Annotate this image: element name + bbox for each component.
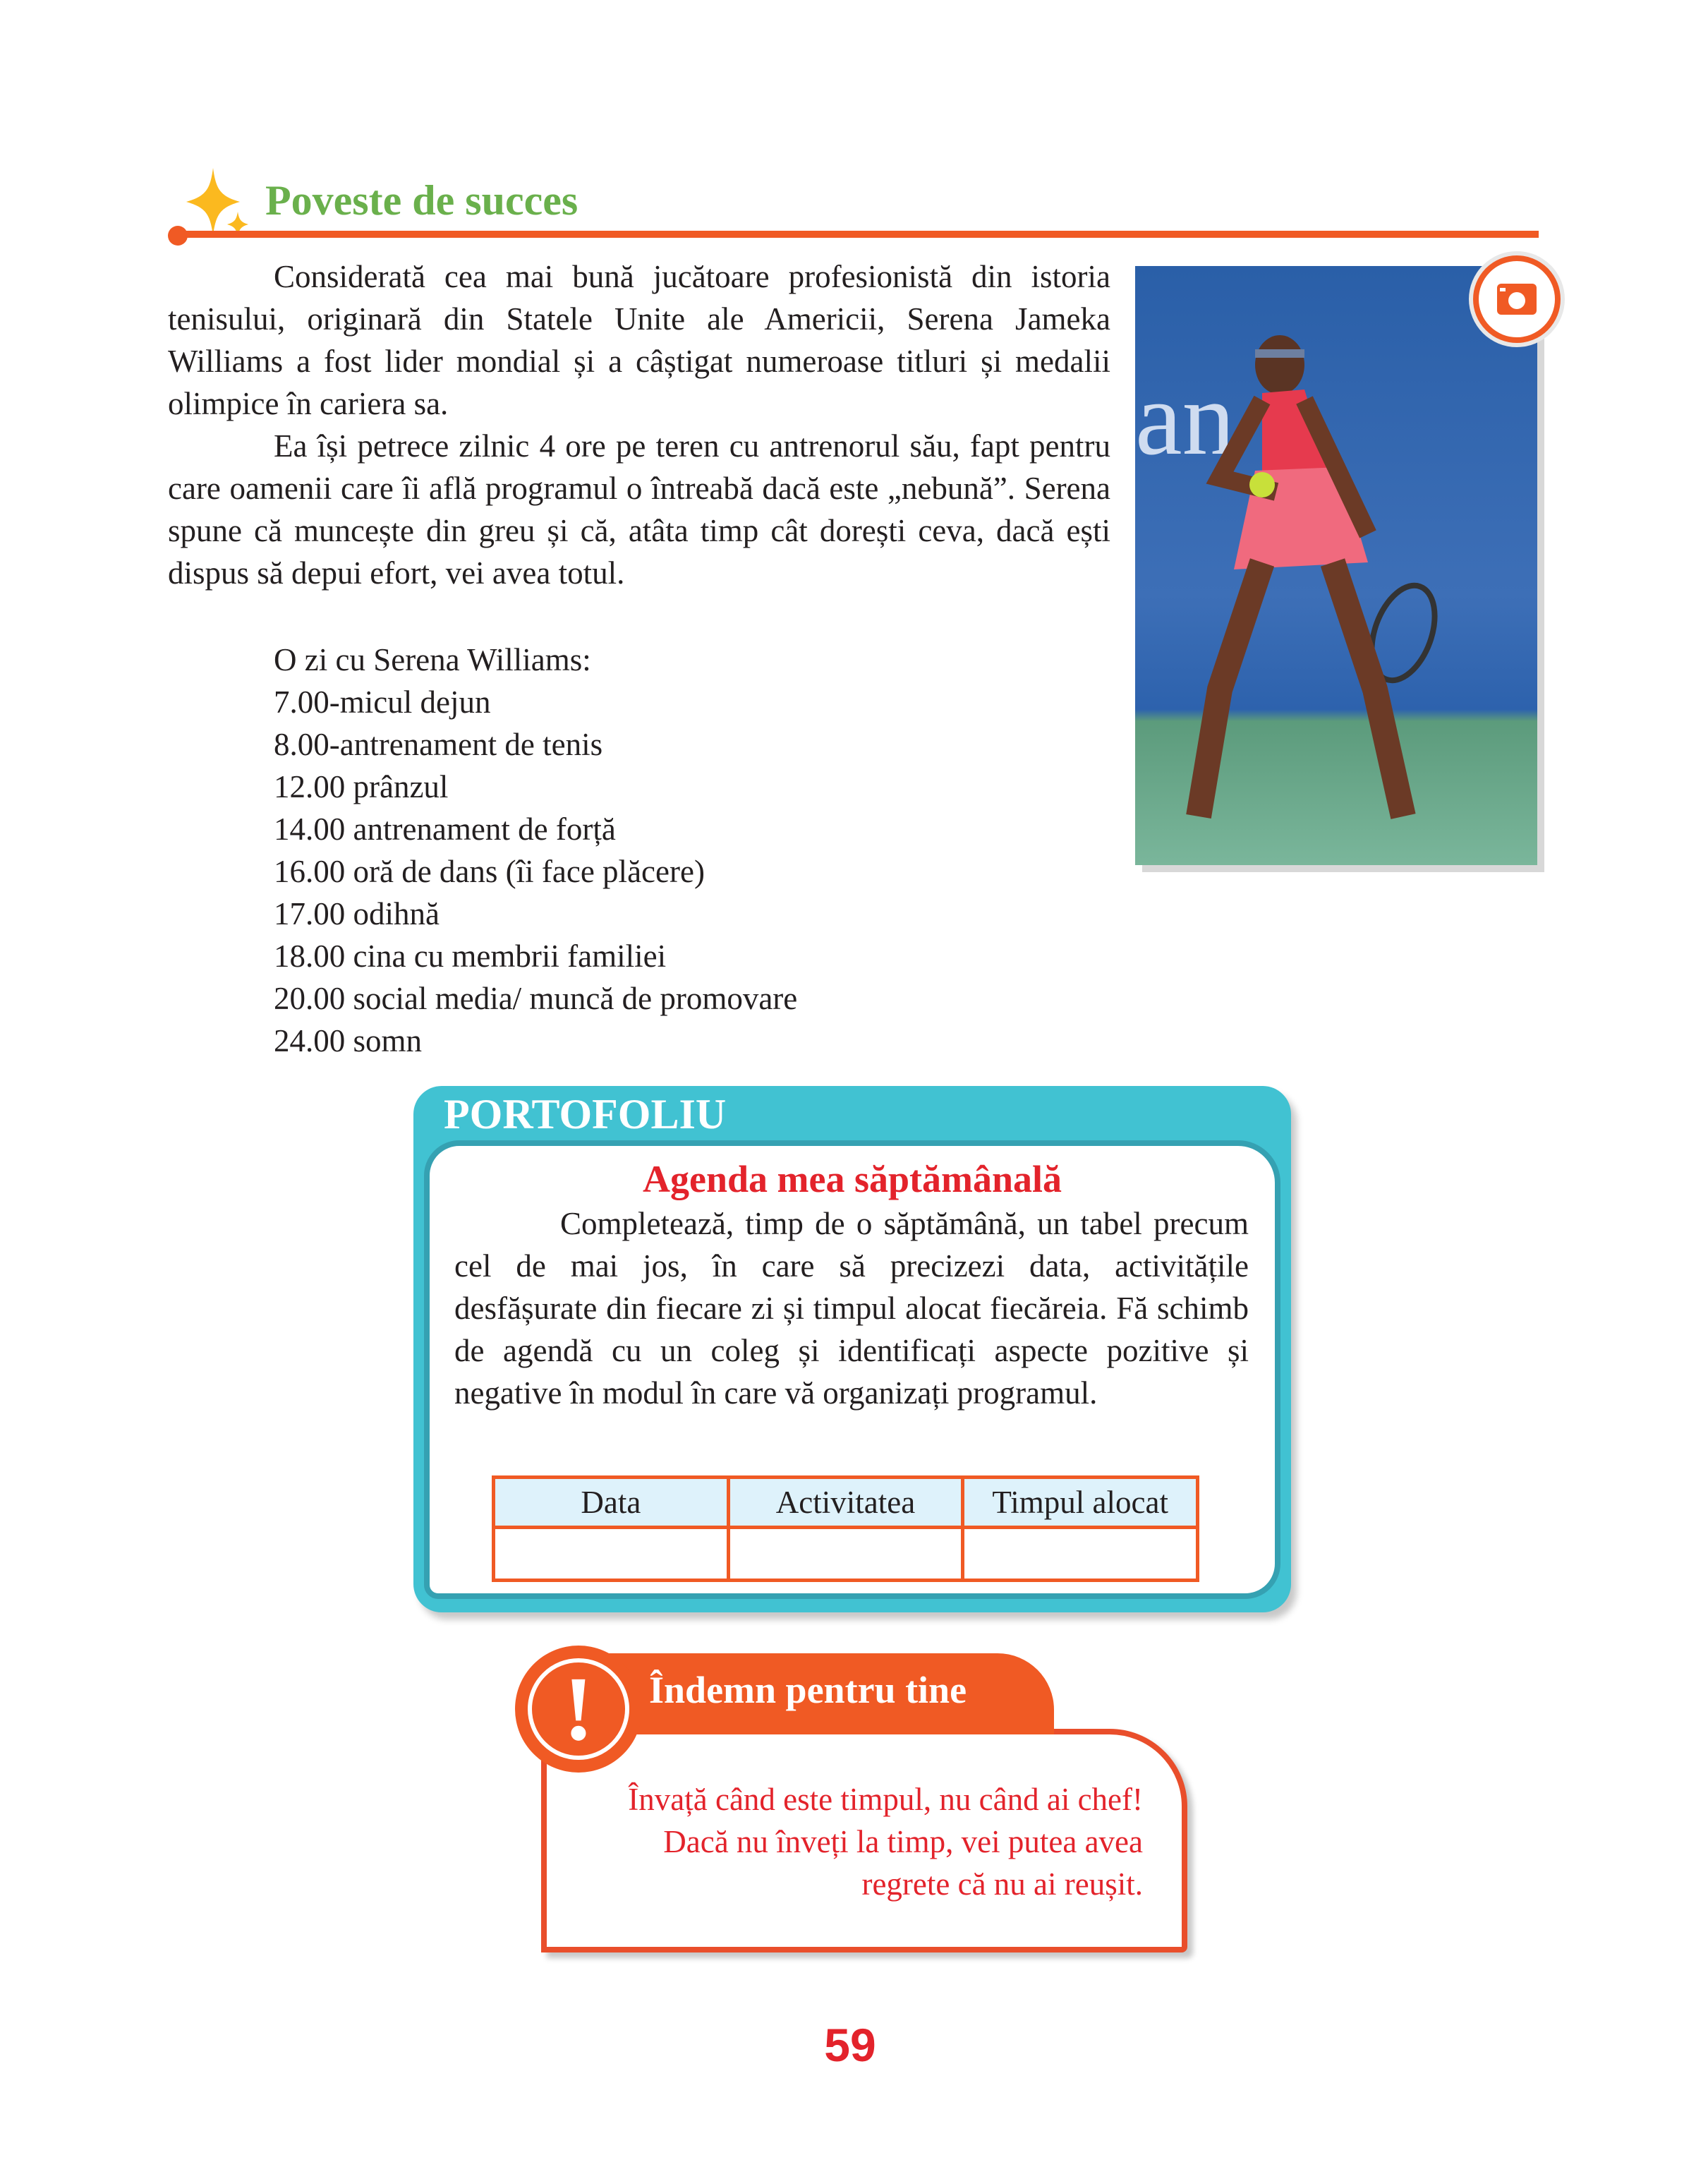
schedule-list (274, 639, 797, 1062)
page-number: 59 (824, 2019, 876, 2071)
table-row (494, 1528, 1198, 1581)
schedule-item: 20.00 social media/ muncă de promovare (274, 981, 798, 1016)
schedule-item: 8.00-antrenament de tenis (274, 727, 603, 762)
portfolio-heading: Agenda mea săptămânală (642, 1158, 1062, 1200)
schedule-item: 16.00 oră de dans (îi face plăcere) (274, 854, 705, 889)
banner-text: an (1135, 360, 1235, 477)
title-rule (179, 231, 1539, 238)
story-paragraph: Ea își petrece zilnic 4 ore pe teren cu antrenorul său, fapt pentru care oamenii care îi află programul o întreabă dacă este „nebună”. Serena spune că muncește din greu și că, atâta timp cât dorești ceva, dacă ești dispus să depui efort, vei avea totul. (168, 428, 1110, 591)
schedule-item: 12.00 prânzul (274, 769, 449, 804)
schedule-title: O zi cu Serena Williams: (274, 642, 591, 677)
table-cell (728, 1528, 963, 1581)
schedule-item: 14.00 antrenament de forță (274, 811, 616, 847)
table-cell (963, 1528, 1198, 1581)
schedule-item: 17.00 odihnă (274, 896, 440, 931)
story-text (168, 255, 1110, 594)
portfolio-paragraph: Completează, timp de o săptămână, un tabel precum cel de mai jos, în care să precizezi data, activitățile desfășurate din fiecare zi și timpul alocat fiecăreia. Fă schimb de agendă cu un coleg și identificați aspecte pozitive și negative în modul în care vă organizați programul. (454, 1206, 1249, 1411)
table-cell (494, 1528, 729, 1581)
table-header-row (494, 1478, 1198, 1528)
portfolio-label: PORTOFOLIU (444, 1091, 727, 1137)
schedule-item: 18.00 cina cu membrii familiei (274, 938, 667, 974)
sparkle-icon (185, 168, 255, 239)
tennis-player-photo (1135, 266, 1537, 865)
advice-title: Îndemn pentru tine (649, 1669, 967, 1711)
portfolio-text (454, 1202, 1249, 1414)
story-paragraph: Considerată cea mai bună jucătoare profesionistă din istoria tenisului, originară din Statele Unite ale Americii, Serena Jameka Williams a fost lider mondial și a câștigat numeroase titluri și medalii olimpice în cariera sa. (168, 259, 1110, 421)
schedule-item: 24.00 somn (274, 1023, 423, 1058)
camera-icon (1479, 261, 1555, 337)
header-data: Data (494, 1478, 729, 1528)
photo-badge (1473, 255, 1561, 343)
advice-text: Învață când este timpul, nu când ai chef! Dacă nu înveți la timp, vei putea avea regrete că nu ai reușit. (628, 1782, 1143, 1902)
header-activity: Activitatea (728, 1478, 963, 1528)
exclamation-icon: ! (528, 1658, 629, 1760)
agenda-table (492, 1475, 1199, 1582)
header-time: Timpul alocat (963, 1478, 1198, 1528)
player-figure (1135, 266, 1537, 865)
section-title: Poveste de succes (265, 177, 579, 224)
schedule-item: 7.00-micul dejun (274, 684, 491, 720)
